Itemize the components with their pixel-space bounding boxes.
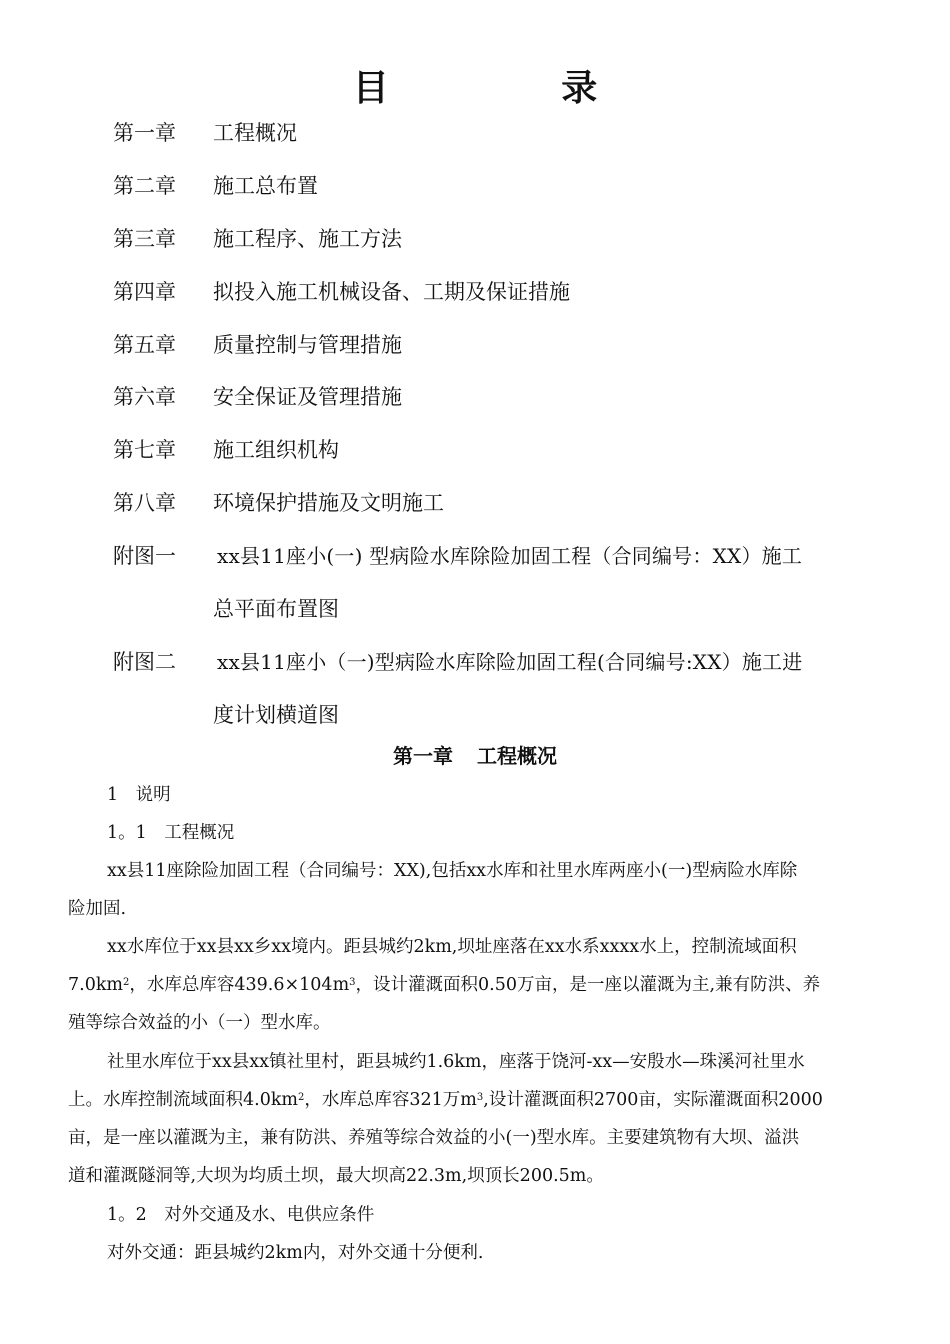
text-run: 7.0km: [68, 975, 124, 995]
text-run: ,设计灌溉面积2700亩，实际灌溉面积2000: [483, 1090, 823, 1110]
text-run: ，设计灌溉面积0.50万亩，是一座以灌溉为主,兼有防洪、养: [355, 975, 821, 995]
text-run: 上。水库控制流域面积4.0km: [68, 1090, 299, 1110]
toc-entry: [113, 171, 318, 201]
toc-appendix-label: 附图二: [113, 650, 176, 674]
toc-entry: [113, 277, 570, 307]
superscript: 3: [349, 977, 356, 988]
toc-appendix-1: [113, 541, 802, 571]
text-run: ，水库总库容321万m: [304, 1090, 477, 1110]
subsection-heading: 1。2 对外交通及水、电供应条件: [107, 1205, 375, 1225]
subsection-heading: 1。1 工程概况: [107, 823, 235, 843]
paragraph-line: 殖等综合效益的小（一）型水库。: [68, 1013, 331, 1033]
toc-entry-title: 施工程序、施工方法: [213, 227, 402, 251]
paragraph-line: xx县11座除险加固工程（合同编号：XX),包括xx水库和社里水库两座小(一)型病险水库除: [107, 861, 798, 881]
toc-entry-title: 工程概况: [213, 121, 297, 145]
toc-chapter-label: 第八章: [113, 491, 176, 515]
toc-entry-title: 环境保护措施及文明施工: [213, 491, 444, 515]
toc-entry: [113, 435, 339, 465]
toc-appendix-2: [113, 647, 802, 677]
toc-entry: [113, 224, 402, 254]
paragraph-line: [68, 973, 820, 997]
chapter-number: 第一章: [393, 744, 453, 768]
chapter-title: 工程概况: [477, 744, 557, 768]
superscript: 2: [298, 1092, 305, 1103]
paragraph-line: 社里水库位于xx县xx镇社里村，距县城约1.6km，座落于饶河-xx—安殷水—珠溪河社里水: [107, 1052, 805, 1072]
toc-entry: [113, 330, 402, 360]
toc-entry-title: 安全保证及管理措施: [213, 385, 402, 409]
toc-entry: [113, 382, 402, 412]
toc-title: 目 录: [352, 67, 678, 109]
toc-appendix-1-continued: 总平面布置图: [213, 597, 339, 621]
toc-chapter-label: 第五章: [113, 333, 176, 357]
toc-entry-title: 施工总布置: [213, 174, 318, 198]
toc-appendix-2-continued: 度计划横道图: [213, 703, 339, 727]
toc-appendix-title: xx县11座小（一)型病险水库除险加固工程(合同编号:XX）施工进: [217, 650, 803, 674]
toc-entry: [113, 488, 444, 518]
toc-chapter-label: 第六章: [113, 385, 176, 409]
superscript: 3: [476, 1092, 484, 1103]
section-heading: 1 说明: [107, 785, 171, 805]
chapter-heading: [0, 740, 950, 769]
superscript: 2: [123, 977, 130, 988]
paragraph-line: xx水库位于xx县xx乡xx境内。距县城约2km,坝址座落在xx水系xxxx水上，控制流域面积: [107, 937, 797, 957]
paragraph-line: 险加固.: [68, 899, 127, 919]
paragraph-line: 道和灌溉隧洞等,大坝为均质土坝，最大坝高22.3m,坝顶长200.5m。: [68, 1166, 604, 1186]
paragraph-line: 亩，是一座以灌溉为主，兼有防洪、养殖等综合效益的小(一)型水库。主要建筑物有大坝、溢洪: [68, 1128, 800, 1148]
toc-chapter-label: 第四章: [113, 280, 176, 304]
toc-chapter-label: 第一章: [113, 121, 176, 145]
toc-chapter-label: 第二章: [113, 174, 176, 198]
toc-entry-title: 质量控制与管理措施: [213, 333, 402, 357]
toc-entry-title: 拟投入施工机械设备、工期及保证措施: [213, 280, 570, 304]
toc-chapter-label: 第七章: [113, 438, 176, 462]
toc-entry-title: 施工组织机构: [213, 438, 339, 462]
paragraph-line: 对外交通：距县城约2km内，对外交通十分便利.: [107, 1243, 484, 1263]
text-run: ，水库总库容439.6×104m: [129, 975, 350, 995]
toc-chapter-label: 第三章: [113, 227, 176, 251]
paragraph-line: [68, 1088, 823, 1112]
toc-entry: [113, 118, 297, 148]
toc-appendix-title: xx县11座小(一) 型病险水库除险加固工程（合同编号：XX）施工: [217, 544, 803, 568]
toc-appendix-label: 附图一: [113, 544, 176, 568]
